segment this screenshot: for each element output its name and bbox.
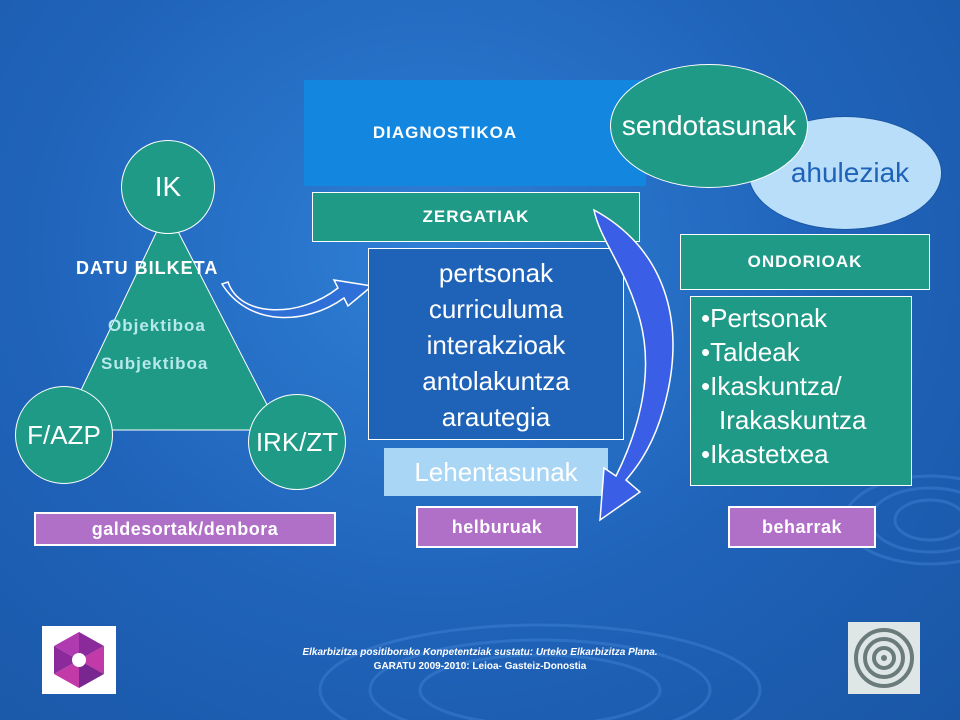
conclusion-item: •Taldeak	[701, 337, 800, 367]
triangle-left-label: F/AZP	[27, 419, 101, 450]
cause-item: curriculuma	[428, 294, 564, 324]
triangle-right-label: IRK/ZT	[255, 426, 339, 457]
footer-line-1: Elkarbizitza positiborako Konpetentziak sustatu: Urteko Elkarbizitza Plana.	[302, 647, 658, 658]
priorities-label: Lehentasunak	[414, 456, 578, 487]
causes-header: ZERGATIAK	[422, 207, 530, 226]
objective-label: Objektiboa	[108, 316, 206, 335]
footer-line-2: GARATU 2009-2010: Leioa- Gasteiz-Donostia	[373, 661, 587, 672]
data-collection-title: DATU BILKETA	[76, 258, 219, 278]
strengths-label: sendotasunak	[621, 110, 797, 141]
spiral-logo-icon	[848, 622, 920, 694]
cause-item: antolakuntza	[422, 366, 570, 396]
weaknesses-label: ahuleziak	[790, 157, 910, 188]
subjective-label: Subjektiboa	[101, 354, 209, 373]
cause-item: arautegia	[441, 402, 551, 432]
conclusions-list-box	[690, 296, 912, 486]
right-logo	[848, 622, 920, 694]
conclusions-header-box	[680, 234, 930, 290]
left-logo	[42, 626, 116, 694]
conclusion-item: •Ikastetxea	[701, 439, 829, 469]
pinwheel-logo-icon	[42, 626, 116, 694]
triangle-top-label: IK	[154, 171, 182, 202]
questionnaires-label: galdesortak/denbora	[34, 512, 336, 546]
conclusions-header: ONDORIOAK	[747, 252, 863, 271]
conclusion-item: •Ikaskuntza/	[701, 371, 842, 401]
conclusion-item: Irakaskuntza	[719, 405, 867, 435]
cause-item: pertsonak	[438, 258, 554, 288]
conclusion-item: •Pertsonak	[701, 303, 828, 333]
diagnostic-header: DIAGNOSTIKOA	[372, 123, 518, 142]
cause-item: interakzioak	[426, 330, 566, 360]
goals-label: helburuak	[416, 506, 578, 548]
needs-label: beharrak	[728, 506, 876, 548]
